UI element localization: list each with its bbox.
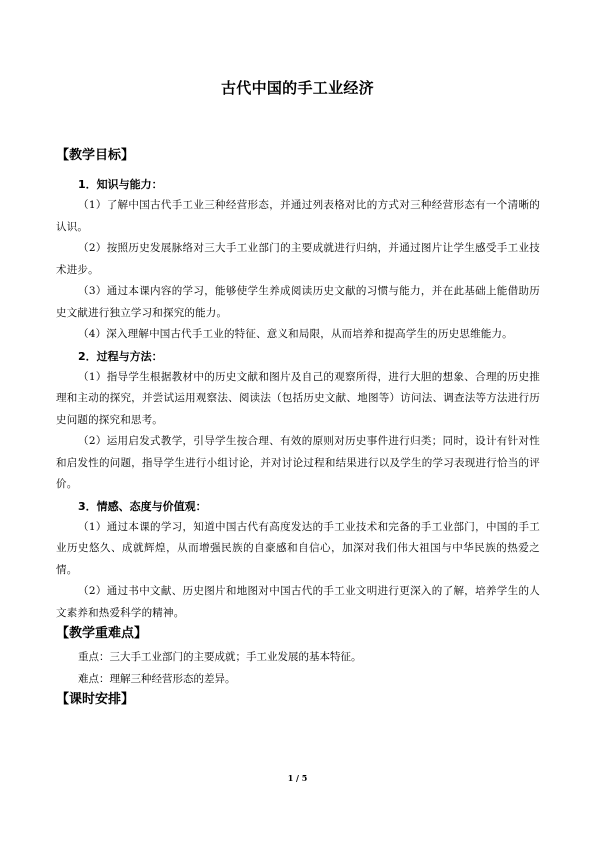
subheading-knowledge: 1．知识与能力：: [78, 178, 163, 191]
subheading-process: 2．过程与方法：: [78, 349, 163, 363]
document-body: [56, 146, 540, 710]
paragraph-focus: 重点：三大手工业部门的主要成就；手工业发展的基本特征。: [78, 651, 362, 663]
paragraph-values-1: （1）通过本课的学习，知道中国古代有高度发达的手工业技术和完备的手工业部门，中国的手工业历史悠久、成就辉煌，从而增强民族的自豪感和自信心，加深对我们伟大祖国与中华民族的热爱之情。: [56, 520, 540, 576]
paragraph-knowledge-2: （2）按照历史发展脉络对三大手工业部门的主要成就进行归纳，并通过图片让学生感受手工业技术进步。: [56, 242, 540, 276]
paragraph-knowledge-3: （3）通过本课内容的学习，能够使学生养成阅读历史文献的习惯与能力，并在此基础上能借助历史文献进行独立学习和探究的能力。: [56, 285, 540, 319]
section-heading-schedule: 【课时安排】: [56, 692, 135, 707]
section-heading-keypoints: 【教学重难点】: [56, 626, 148, 641]
document-title: 古代中国的手工业经济: [220, 79, 374, 97]
section-heading-goals: 【教学目标】: [56, 148, 135, 163]
paragraph-values-2: （2）通过书中文献、历史图片和地图对中国古代的手工业文明进行更深入的了解，培养学生的人文素养和热爱科学的精神。: [56, 585, 540, 619]
paragraph-difficulty: 难点：理解三种经营形态的差异。: [78, 672, 236, 685]
page-number: 1 / 5: [287, 773, 308, 783]
paragraph-process-1: （1）指导学生根据教材中的历史文献和图片及自己的观察所得，进行大胆的想象、合理的历史推理和主动的探究，并尝试运用观察法、阅读法（包括历史文献、地图等）访问法、调查法等方法进行历史问题的探究和思考。: [56, 370, 540, 426]
subheading-values: 3．情感、态度与价值观：: [78, 499, 207, 513]
paragraph-knowledge-1: （1）了解中国古代手工业三种经营形态，并通过列表格对比的方式对三种经营形态有一个清晰的认识。: [56, 199, 540, 233]
paragraph-process-2: （2）运用启发式教学，引导学生按合理、有效的原则对历史事件进行归类；同时，设计有针对性和启发性的问题，指导学生进行小组讨论，并对讨论过程和结果进行以及学生的学习表现进行恰当的评价。: [56, 435, 540, 490]
paragraph-knowledge-4: （4）深入理解中国古代手工业的特征、意义和局限，从而培养和提高学生的历史思维能力。: [78, 328, 513, 340]
